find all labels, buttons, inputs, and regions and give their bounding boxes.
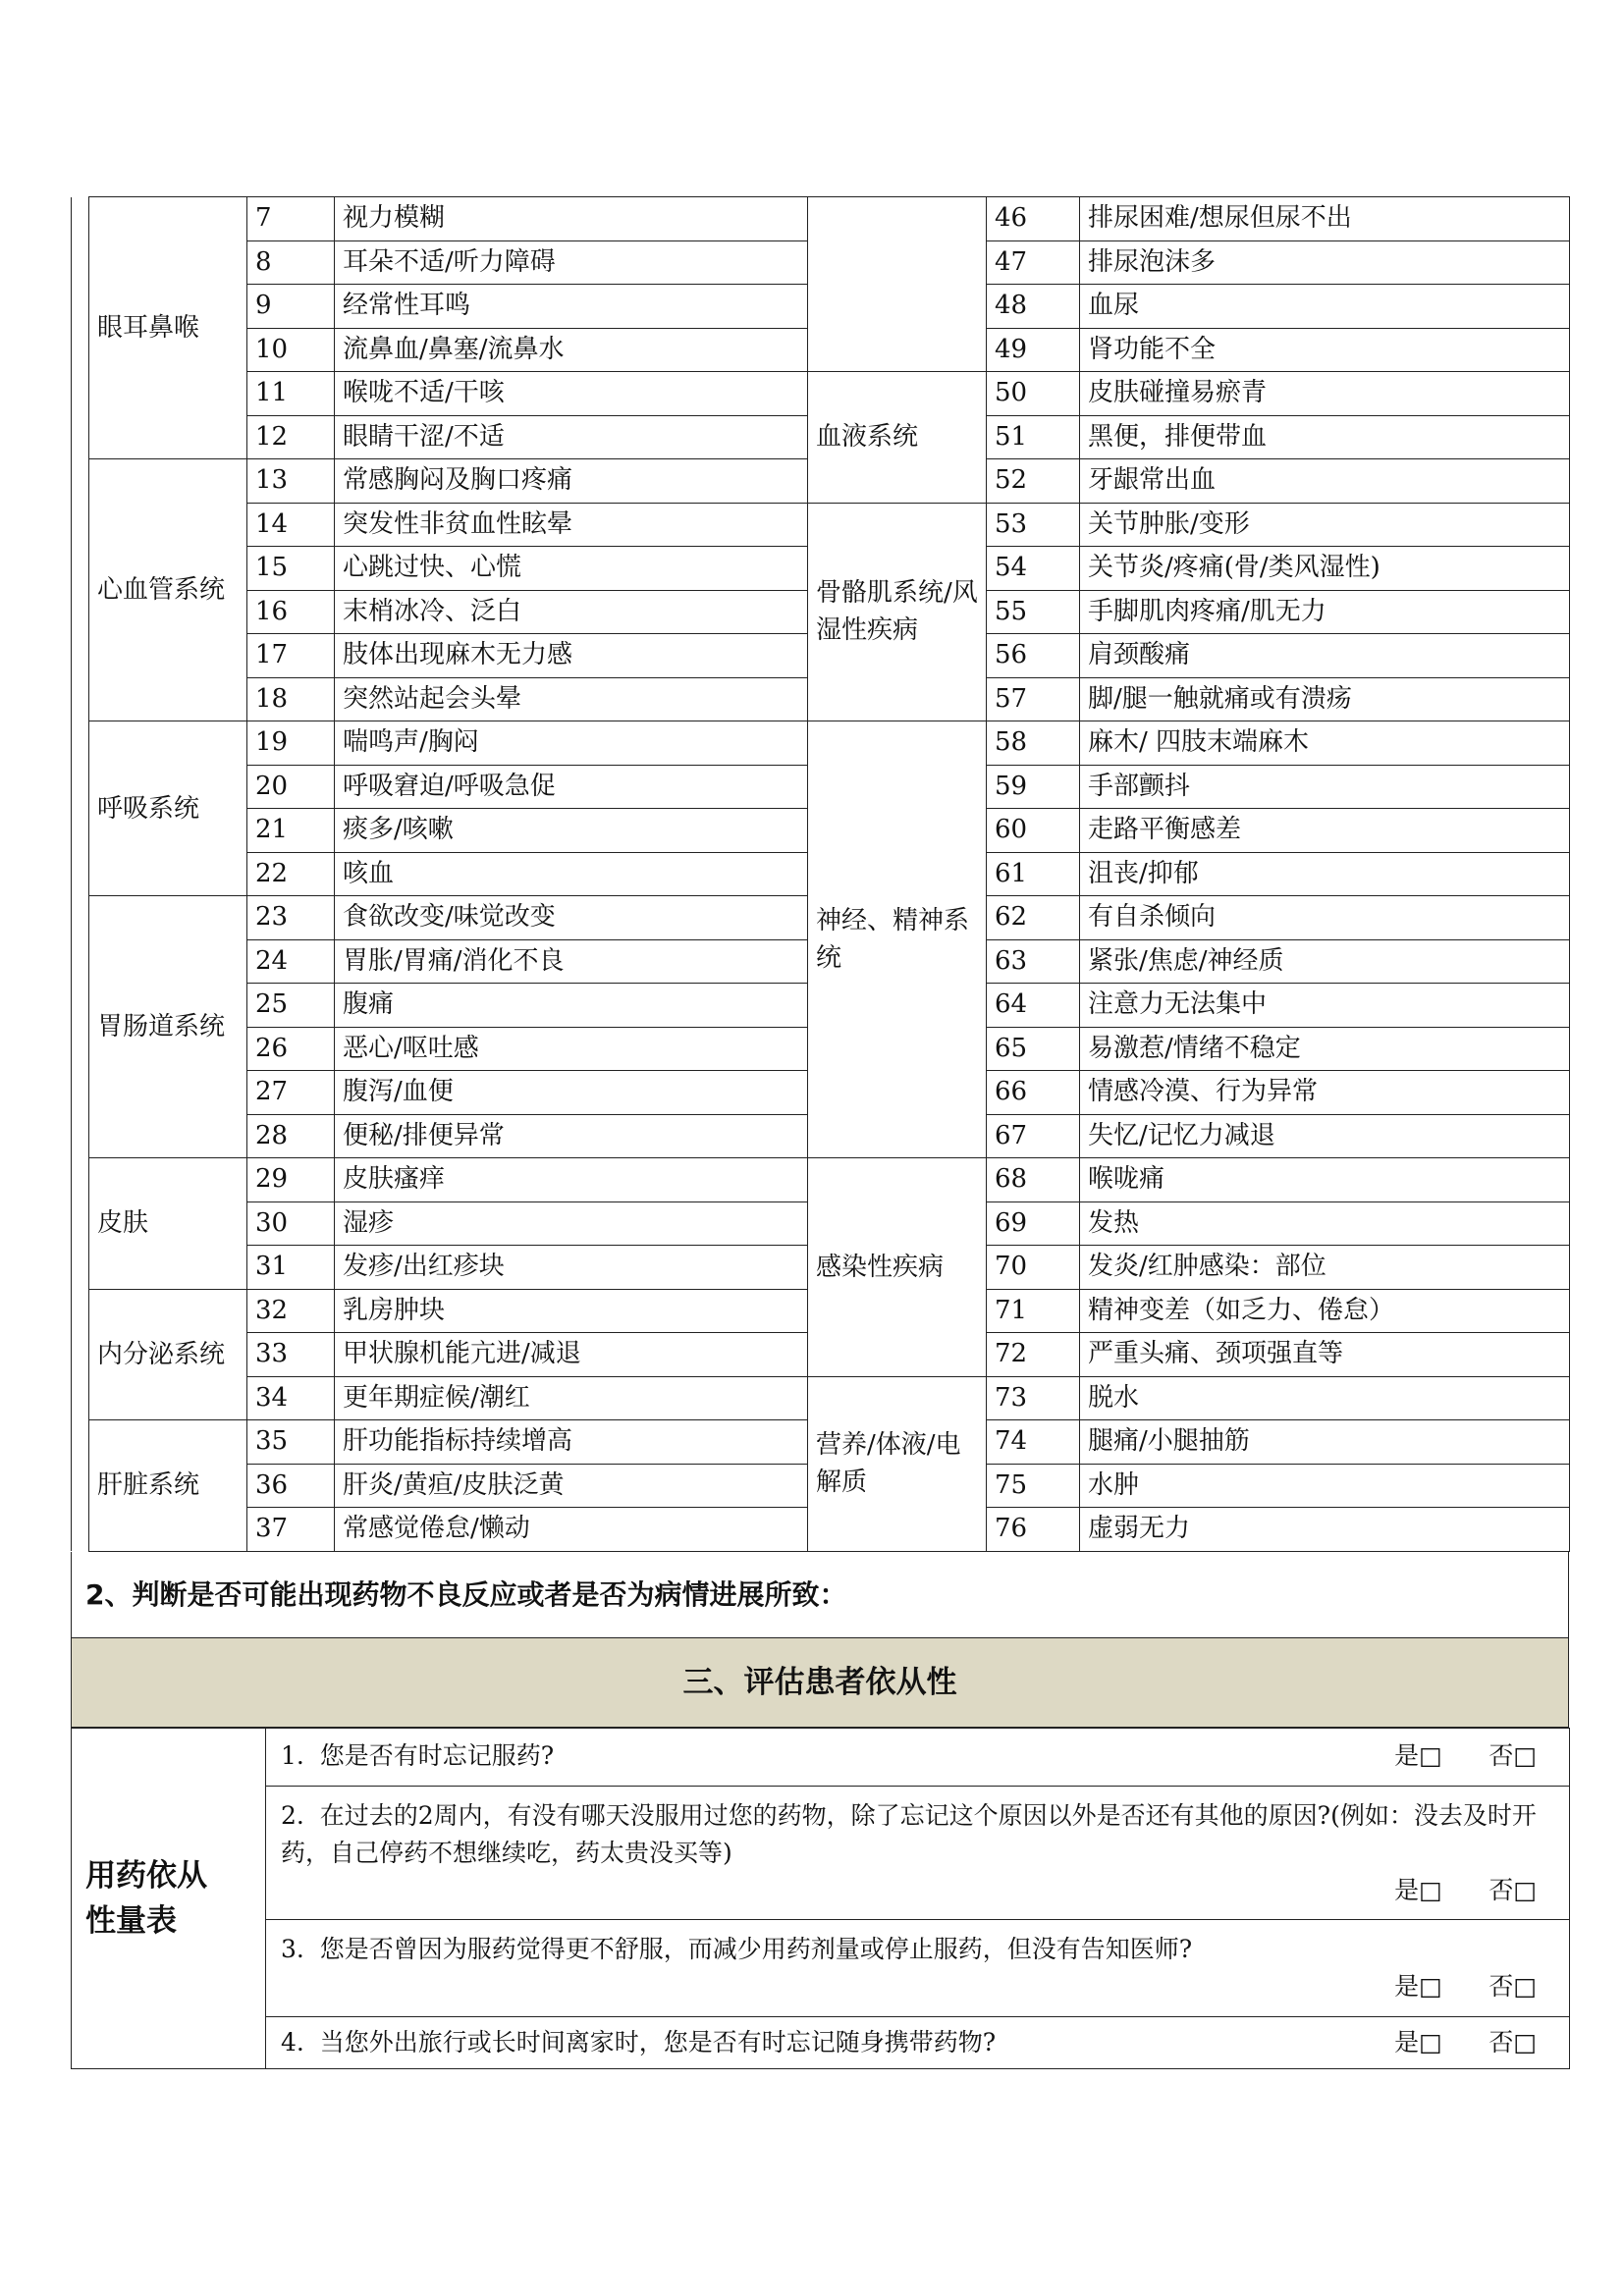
symptom-text: 腹痛	[335, 984, 808, 1028]
scale-label	[72, 1728, 266, 2068]
symptom-text: 眼睛干涩/不适	[335, 415, 808, 459]
symptom-text: 肢体出现麻木无力感	[335, 634, 808, 678]
symptom-text: 胃胀/胃痛/消化不良	[335, 939, 808, 984]
symptom-text: 精神变差（如乏力、倦怠）	[1080, 1289, 1570, 1333]
item-number: 68	[987, 1158, 1080, 1202]
item-number: 20	[247, 765, 335, 809]
category-cell: 骨骼肌系统/风湿性疾病	[808, 503, 987, 721]
symptom-text: 发炎/红肿感染：部位	[1080, 1246, 1570, 1290]
category-cell: 营养/体液/电解质	[808, 1376, 987, 1551]
question-text: 4. 当您外出旅行或长时间离家时，您是否有时忘记随身携带药物?	[281, 2027, 997, 2056]
symptom-text: 恶心/呕吐感	[335, 1027, 808, 1071]
no-checkbox[interactable]: 否□	[1489, 1875, 1537, 1904]
item-number: 7	[247, 197, 335, 241]
symptom-text: 肝炎/黄疸/皮肤泛黄	[335, 1464, 808, 1508]
symptom-text: 痰多/咳嗽	[335, 809, 808, 853]
symptom-text: 皮肤碰撞易瘀青	[1080, 372, 1570, 416]
item-number: 52	[987, 459, 1080, 504]
symptom-text: 牙龈常出血	[1080, 459, 1570, 504]
category-cell: 血液系统	[808, 372, 987, 504]
symptom-text: 经常性耳鸣	[335, 285, 808, 329]
symptom-text: 腹泻/血便	[335, 1071, 808, 1115]
item-number: 63	[987, 939, 1080, 984]
item-number: 8	[247, 240, 335, 285]
item-number: 51	[987, 415, 1080, 459]
symptom-text: 麻木/ 四肢末端麻木	[1080, 721, 1570, 766]
item-number: 56	[987, 634, 1080, 678]
symptom-row	[72, 503, 1570, 547]
adverse-reaction-question	[71, 1552, 1569, 1638]
symptom-text: 末梢冰冷、泛白	[335, 590, 808, 634]
symptom-text: 严重头痛、颈项强直等	[1080, 1333, 1570, 1377]
symptom-text: 发疹/出红疹块	[335, 1246, 808, 1290]
symptom-text: 情感冷漠、行为异常	[1080, 1071, 1570, 1115]
symptom-text: 肝功能指标持续增高	[335, 1420, 808, 1465]
symptom-row	[72, 721, 1570, 766]
symptom-text: 肩颈酸痛	[1080, 634, 1570, 678]
symptom-text: 耳朵不适/听力障碍	[335, 240, 808, 285]
item-number: 28	[247, 1114, 335, 1158]
section-adherence-header	[71, 1638, 1569, 1728]
symptom-text: 呼吸窘迫/呼吸急促	[335, 765, 808, 809]
item-number: 53	[987, 503, 1080, 547]
yes-checkbox[interactable]: 是□	[1394, 2027, 1442, 2056]
item-number: 59	[987, 765, 1080, 809]
symptom-text: 手部颤抖	[1080, 765, 1570, 809]
question-row	[266, 1728, 1570, 1786]
item-number: 73	[987, 1376, 1080, 1420]
item-number: 61	[987, 852, 1080, 896]
category-cell: 肝脏系统	[89, 1420, 247, 1552]
item-number: 23	[247, 896, 335, 940]
symptom-text: 发热	[1080, 1201, 1570, 1246]
item-number: 31	[247, 1246, 335, 1290]
category-cell: 神经、精神系统	[808, 721, 987, 1158]
item-number: 18	[247, 677, 335, 721]
category-cell: 呼吸系统	[89, 721, 247, 896]
yes-no-options[interactable]	[281, 1968, 1556, 2005]
question-text: 2. 在过去的2周内，有没有哪天没服用过您的药物，除了忘记这个原因以外是否还有其他的原因?(例如：没去及时开药，自己停药不想继续吃，药太贵没买等)	[281, 1800, 1537, 1867]
item-number: 62	[987, 896, 1080, 940]
item-number: 66	[987, 1071, 1080, 1115]
item-number: 34	[247, 1376, 335, 1420]
item-number: 29	[247, 1158, 335, 1202]
question-row	[266, 1919, 1570, 2016]
item-number: 32	[247, 1289, 335, 1333]
item-number: 49	[987, 328, 1080, 372]
item-number: 33	[247, 1333, 335, 1377]
question-text: 3. 您是否曾因为服药觉得更不舒服，而减少用药剂量或停止服药，但没有告知医师?	[281, 1934, 1193, 1963]
item-number: 47	[987, 240, 1080, 285]
item-number: 14	[247, 503, 335, 547]
item-number: 74	[987, 1420, 1080, 1465]
symptom-row	[72, 1376, 1570, 1420]
symptom-text: 皮肤瘙痒	[335, 1158, 808, 1202]
item-number: 55	[987, 590, 1080, 634]
no-checkbox[interactable]: 否□	[1489, 1740, 1537, 1770]
item-number: 13	[247, 459, 335, 504]
left-gutter	[72, 197, 89, 1552]
page	[71, 196, 1569, 2069]
item-number: 67	[987, 1114, 1080, 1158]
symptom-text: 走路平衡感差	[1080, 809, 1570, 853]
question-row	[266, 2016, 1570, 2068]
question-text: 1. 您是否有时忘记服药?	[281, 1740, 555, 1770]
item-number: 26	[247, 1027, 335, 1071]
item-number: 48	[987, 285, 1080, 329]
symptom-text: 易激惹/情绪不稳定	[1080, 1027, 1570, 1071]
item-number: 76	[987, 1508, 1080, 1552]
symptom-text: 关节肿胀/变形	[1080, 503, 1570, 547]
item-number: 22	[247, 852, 335, 896]
item-number: 71	[987, 1289, 1080, 1333]
symptom-text: 湿疹	[335, 1201, 808, 1246]
item-number: 37	[247, 1508, 335, 1552]
category-cell: 皮肤	[89, 1158, 247, 1290]
symptom-text: 喉咙不适/干咳	[335, 372, 808, 416]
item-number: 27	[247, 1071, 335, 1115]
yes-no-options[interactable]	[281, 1872, 1556, 1909]
category-cell: 眼耳鼻喉	[89, 197, 247, 459]
item-number: 57	[987, 677, 1080, 721]
item-number: 50	[987, 372, 1080, 416]
item-number: 69	[987, 1201, 1080, 1246]
category-cell	[808, 197, 987, 372]
symptom-text: 排尿困难/想尿但尿不出	[1080, 197, 1570, 241]
item-number: 35	[247, 1420, 335, 1465]
item-number: 24	[247, 939, 335, 984]
item-number: 19	[247, 721, 335, 766]
yes-no-options[interactable]	[1394, 1737, 1556, 1775]
symptom-row	[72, 372, 1570, 416]
symptom-text: 脱水	[1080, 1376, 1570, 1420]
item-number: 11	[247, 372, 335, 416]
adverse-reaction-text: 2、判断是否可能出现药物不良反应或者是否为病情进展所致：	[85, 1577, 847, 1611]
symptom-text: 血尿	[1080, 285, 1570, 329]
item-number: 30	[247, 1201, 335, 1246]
symptom-text: 喘鸣声/胸闷	[335, 721, 808, 766]
question-row	[266, 1786, 1570, 1919]
item-number: 58	[987, 721, 1080, 766]
symptom-table	[71, 196, 1570, 1552]
item-number: 36	[247, 1464, 335, 1508]
item-number: 72	[987, 1333, 1080, 1377]
symptom-text: 乳房肿块	[335, 1289, 808, 1333]
symptom-text: 注意力无法集中	[1080, 984, 1570, 1028]
symptom-text: 排尿泡沫多	[1080, 240, 1570, 285]
symptom-text: 脚/腿一触就痛或有溃疡	[1080, 677, 1570, 721]
yes-no-options[interactable]	[1394, 2024, 1556, 2061]
adherence-scale-table	[71, 1728, 1570, 2069]
yes-checkbox[interactable]: 是□	[1394, 1875, 1442, 1904]
item-number: 9	[247, 285, 335, 329]
item-number: 12	[247, 415, 335, 459]
symptom-text: 手脚肌肉疼痛/肌无力	[1080, 590, 1570, 634]
symptom-text: 食欲改变/味觉改变	[335, 896, 808, 940]
symptom-text: 水肿	[1080, 1464, 1570, 1508]
symptom-text: 视力模糊	[335, 197, 808, 241]
item-number: 10	[247, 328, 335, 372]
symptom-text: 关节炎/疼痛(骨/类风湿性)	[1080, 547, 1570, 591]
symptom-text: 便秘/排便异常	[335, 1114, 808, 1158]
item-number: 21	[247, 809, 335, 853]
symptom-text: 突然站起会头晕	[335, 677, 808, 721]
symptom-text: 沮丧/抑郁	[1080, 852, 1570, 896]
symptom-text: 流鼻血/鼻塞/流鼻水	[335, 328, 808, 372]
symptom-text: 更年期症候/潮红	[335, 1376, 808, 1420]
symptom-text: 腿痛/小腿抽筋	[1080, 1420, 1570, 1465]
item-number: 75	[987, 1464, 1080, 1508]
item-number: 15	[247, 547, 335, 591]
symptom-row	[72, 1158, 1570, 1202]
symptom-text: 喉咙痛	[1080, 1158, 1570, 1202]
item-number: 25	[247, 984, 335, 1028]
symptom-text: 咳血	[335, 852, 808, 896]
symptom-row	[72, 197, 1570, 241]
item-number: 70	[987, 1246, 1080, 1290]
category-cell: 胃肠道系统	[89, 896, 247, 1158]
category-cell: 内分泌系统	[89, 1289, 247, 1420]
category-cell: 感染性疾病	[808, 1158, 987, 1377]
item-number: 54	[987, 547, 1080, 591]
symptom-text: 有自杀倾向	[1080, 896, 1570, 940]
section-title: 三、评估患者依从性	[682, 1664, 957, 1700]
item-number: 60	[987, 809, 1080, 853]
no-checkbox[interactable]: 否□	[1489, 1971, 1537, 2001]
symptom-text: 心跳过快、心慌	[335, 547, 808, 591]
symptom-text: 虚弱无力	[1080, 1508, 1570, 1552]
item-number: 65	[987, 1027, 1080, 1071]
symptom-text: 紧张/焦虑/神经质	[1080, 939, 1570, 984]
symptom-text: 突发性非贫血性眩晕	[335, 503, 808, 547]
item-number: 46	[987, 197, 1080, 241]
item-number: 64	[987, 984, 1080, 1028]
yes-checkbox[interactable]: 是□	[1394, 1971, 1442, 2001]
item-number: 16	[247, 590, 335, 634]
symptom-text: 甲状腺机能亢进/减退	[335, 1333, 808, 1377]
item-number: 17	[247, 634, 335, 678]
symptom-text: 黑便，排便带血	[1080, 415, 1570, 459]
symptom-text: 失忆/记忆力减退	[1080, 1114, 1570, 1158]
symptom-text: 常感胸闷及胸口疼痛	[335, 459, 808, 504]
symptom-text: 肾功能不全	[1080, 328, 1570, 372]
no-checkbox[interactable]: 否□	[1489, 2027, 1537, 2056]
yes-checkbox[interactable]: 是□	[1394, 1740, 1442, 1770]
category-cell: 心血管系统	[89, 459, 247, 721]
symptom-text: 常感觉倦怠/懒动	[335, 1508, 808, 1552]
scale-label-text: 用药依从性量表	[85, 1857, 207, 1939]
